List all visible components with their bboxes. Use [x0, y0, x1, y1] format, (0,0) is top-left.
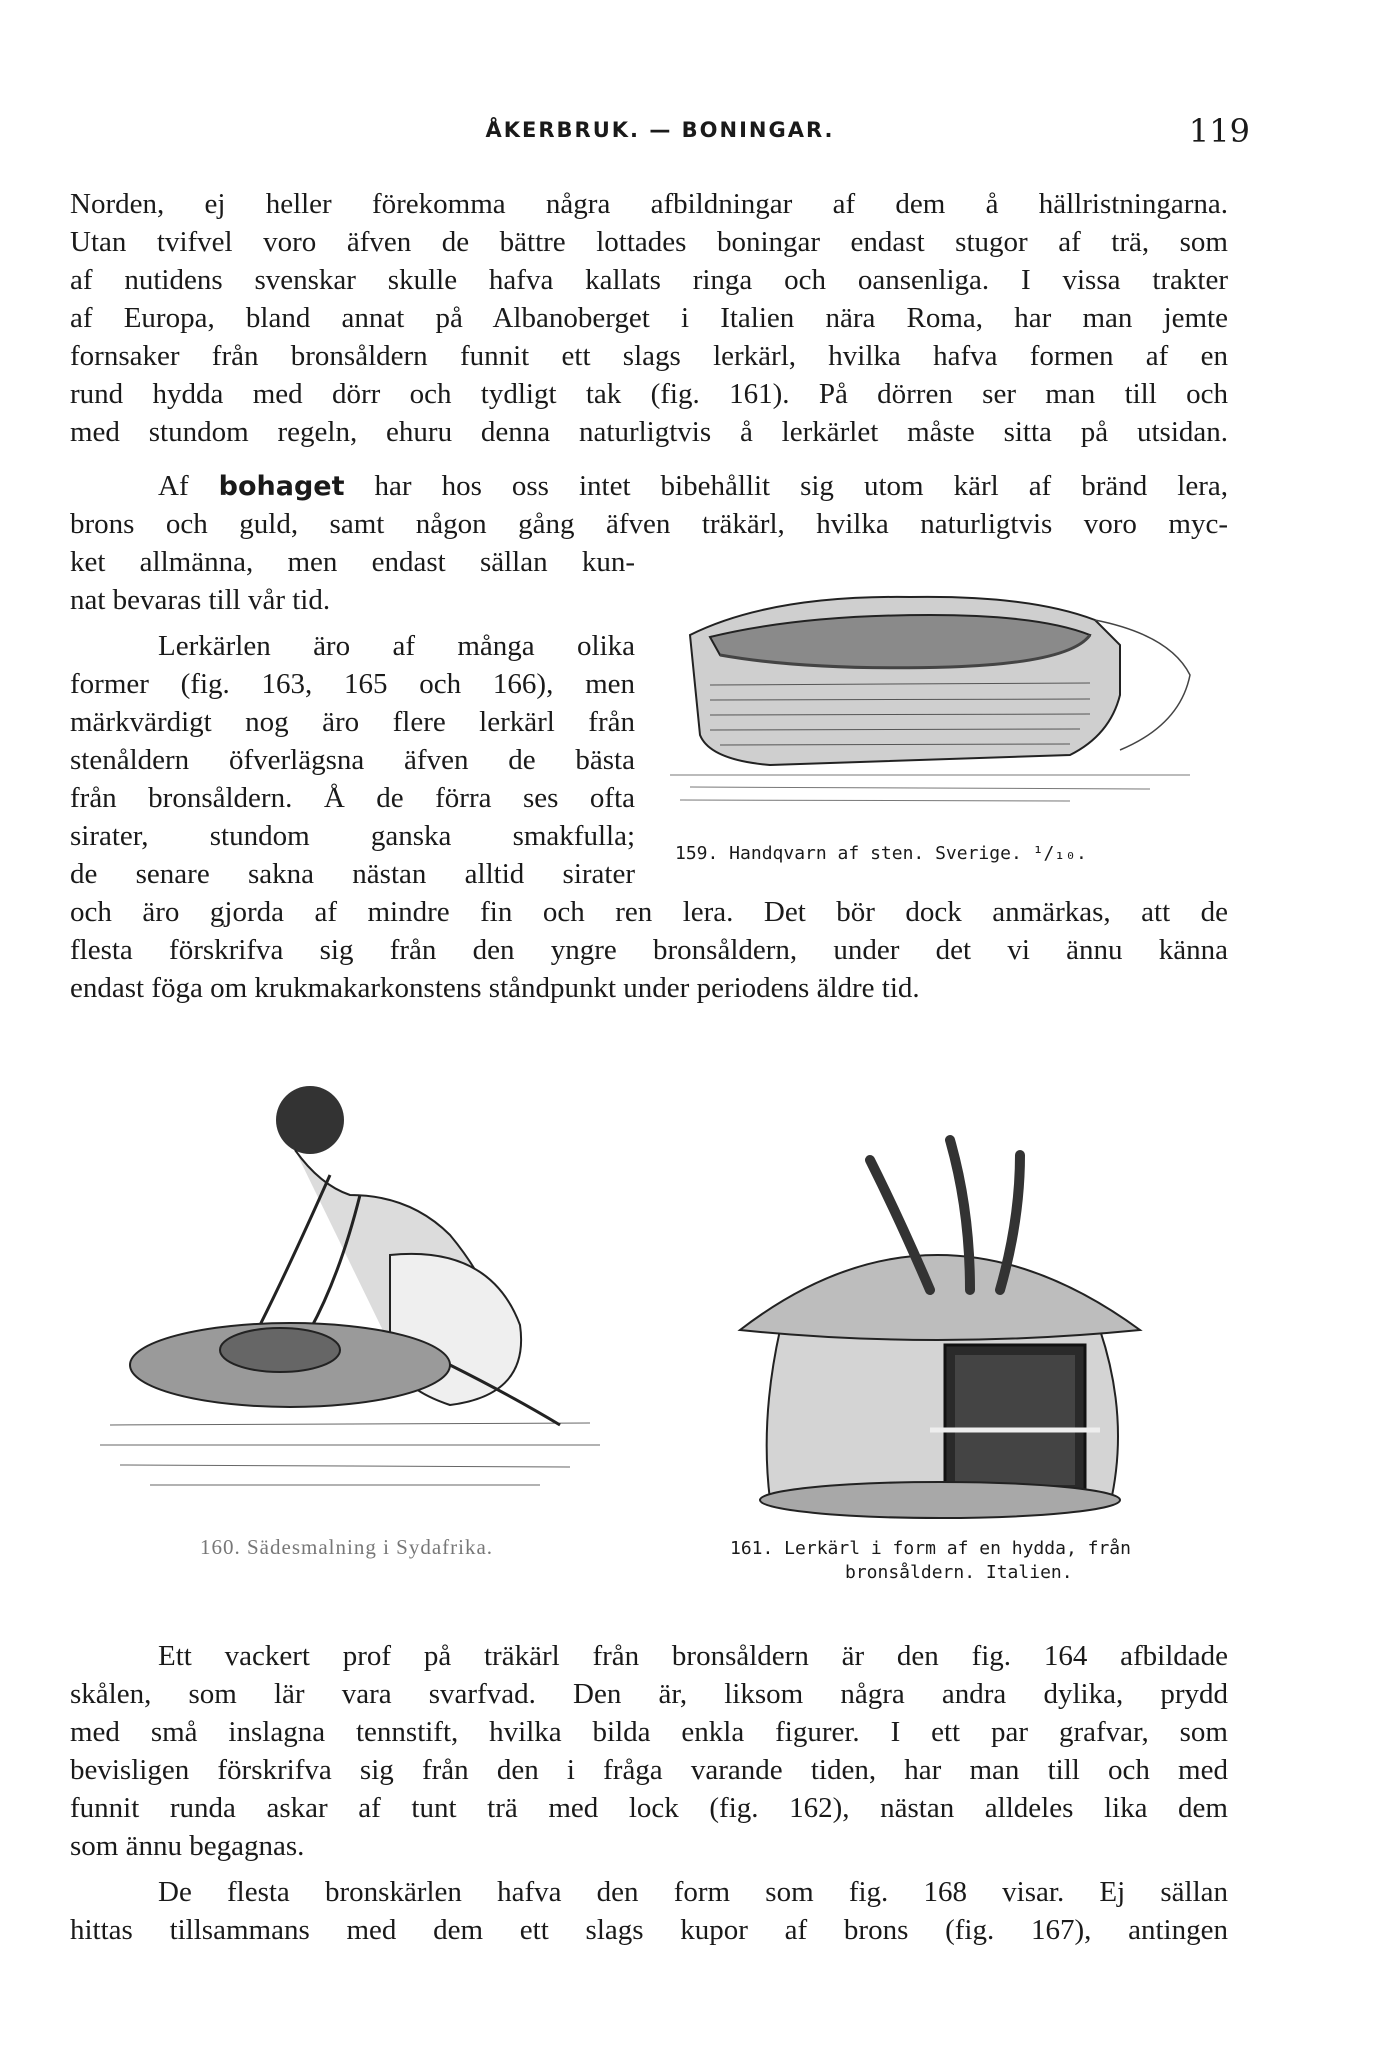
grinding-illustration	[90, 1065, 610, 1525]
text-line: fornsaker från bronsåldern funnit ett slags lerkärl, hvilka hafva formen af en	[70, 340, 1228, 372]
figure-161-hut-urn	[700, 1100, 1170, 1530]
text-line: med stundom regeln, ehuru denna naturligtvis å lerkärlet måste sitta på utsidan.	[70, 416, 1228, 448]
text-line: sirater, stundom ganska smakfulla;	[70, 820, 635, 852]
text-line: funnit runda askar af tunt trä med lock (fig. 162), nästan alldeles lika dem	[70, 1792, 1228, 1824]
figure-160-caption: 160. Sädesmalning i Sydafrika.	[200, 1535, 494, 1559]
text-line: rund hydda med dörr och tydligt tak (fig. 161). På dörren ser man till och	[70, 378, 1228, 410]
text-line: Lerkärlen äro af många olika	[158, 630, 635, 662]
figure-159-quern	[650, 575, 1210, 830]
text-line: Norden, ej heller förekomma några afbildningar af dem å hällristningarna.	[70, 188, 1228, 220]
text-line: flesta förskrifva sig från den yngre bronsåldern, under det vi ännu känna	[70, 934, 1228, 966]
text-line: ket allmänna, men endast sällan kun-	[70, 546, 635, 578]
running-title: ÅKERBRUK. — BONINGAR.	[485, 118, 835, 142]
text-fragment: har hos oss intet bibehållit sig utom kärl af bränd lera,	[344, 470, 1228, 502]
text-line: de senare sakna nästan alltid sirater	[70, 858, 635, 890]
figure-161-caption-2: bronsåldern. Italien.	[845, 1562, 1073, 1583]
text-line: af Europa, bland annat på Albanoberget i Italien nära Roma, har man jemte	[70, 302, 1228, 334]
text-line: brons och guld, samt någon gång äfven träkärl, hvilka naturligtvis voro myc-	[70, 508, 1228, 540]
text-line: som ännu begagnas.	[70, 1830, 305, 1862]
bold-term: bohaget	[218, 471, 345, 502]
text-line: med små inslagna tennstift, hvilka bilda enkla figurer. I ett par grafvar, som	[70, 1716, 1228, 1748]
quern-illustration	[650, 575, 1210, 830]
text-fragment: Af	[158, 470, 219, 502]
figure-159-caption: 159. Handqvarn af sten. Sverige. ¹/₁₀.	[675, 843, 1087, 864]
text-line: nat bevaras till vår tid.	[70, 584, 331, 616]
text-line: af nutidens svenskar skulle hafva kallats ringa och oansenliga. I vissa trakter	[70, 264, 1228, 296]
figure-160-grinding	[90, 1065, 610, 1525]
text-line	[70, 468, 1228, 505]
text-line: bevisligen förskrifva sig från den i fråga varande tiden, har man till och med	[70, 1754, 1228, 1786]
text-line: och äro gjorda af mindre fin och ren lera. Det bör dock anmärkas, att de	[70, 896, 1228, 928]
text-line: Utan tvifvel voro äfven de bättre lottades boningar endast stugor af trä, som	[70, 226, 1228, 258]
text-line: endast föga om krukmakarkonstens ståndpunkt under periodens äldre tid.	[70, 972, 920, 1004]
text-line: stenåldern öfverlägsna äfven de bästa	[70, 744, 635, 776]
figure-161-caption-1: 161. Lerkärl i form af en hydda, från	[730, 1538, 1131, 1559]
text-line: från bronsåldern. Å de förra ses ofta	[70, 782, 635, 814]
running-head	[70, 112, 1250, 158]
text-line: hittas tillsammans med dem ett slags kupor af brons (fig. 167), antingen	[70, 1914, 1228, 1946]
text-line: Ett vackert prof på träkärl från bronsåldern är den fig. 164 afbildade	[158, 1640, 1228, 1672]
text-line: former (fig. 163, 165 och 166), men	[70, 668, 635, 700]
hut-urn-illustration	[700, 1100, 1170, 1530]
text-line: De flesta bronskärlen hafva den form som fig. 168 visar. Ej sällan	[158, 1876, 1228, 1908]
page-number: 119	[1188, 112, 1250, 150]
text-line: skålen, som lär vara svarfvad. Den är, liksom några andra dylika, prydd	[70, 1678, 1228, 1710]
text-line: märkvärdigt nog äro flere lerkärl från	[70, 706, 635, 738]
